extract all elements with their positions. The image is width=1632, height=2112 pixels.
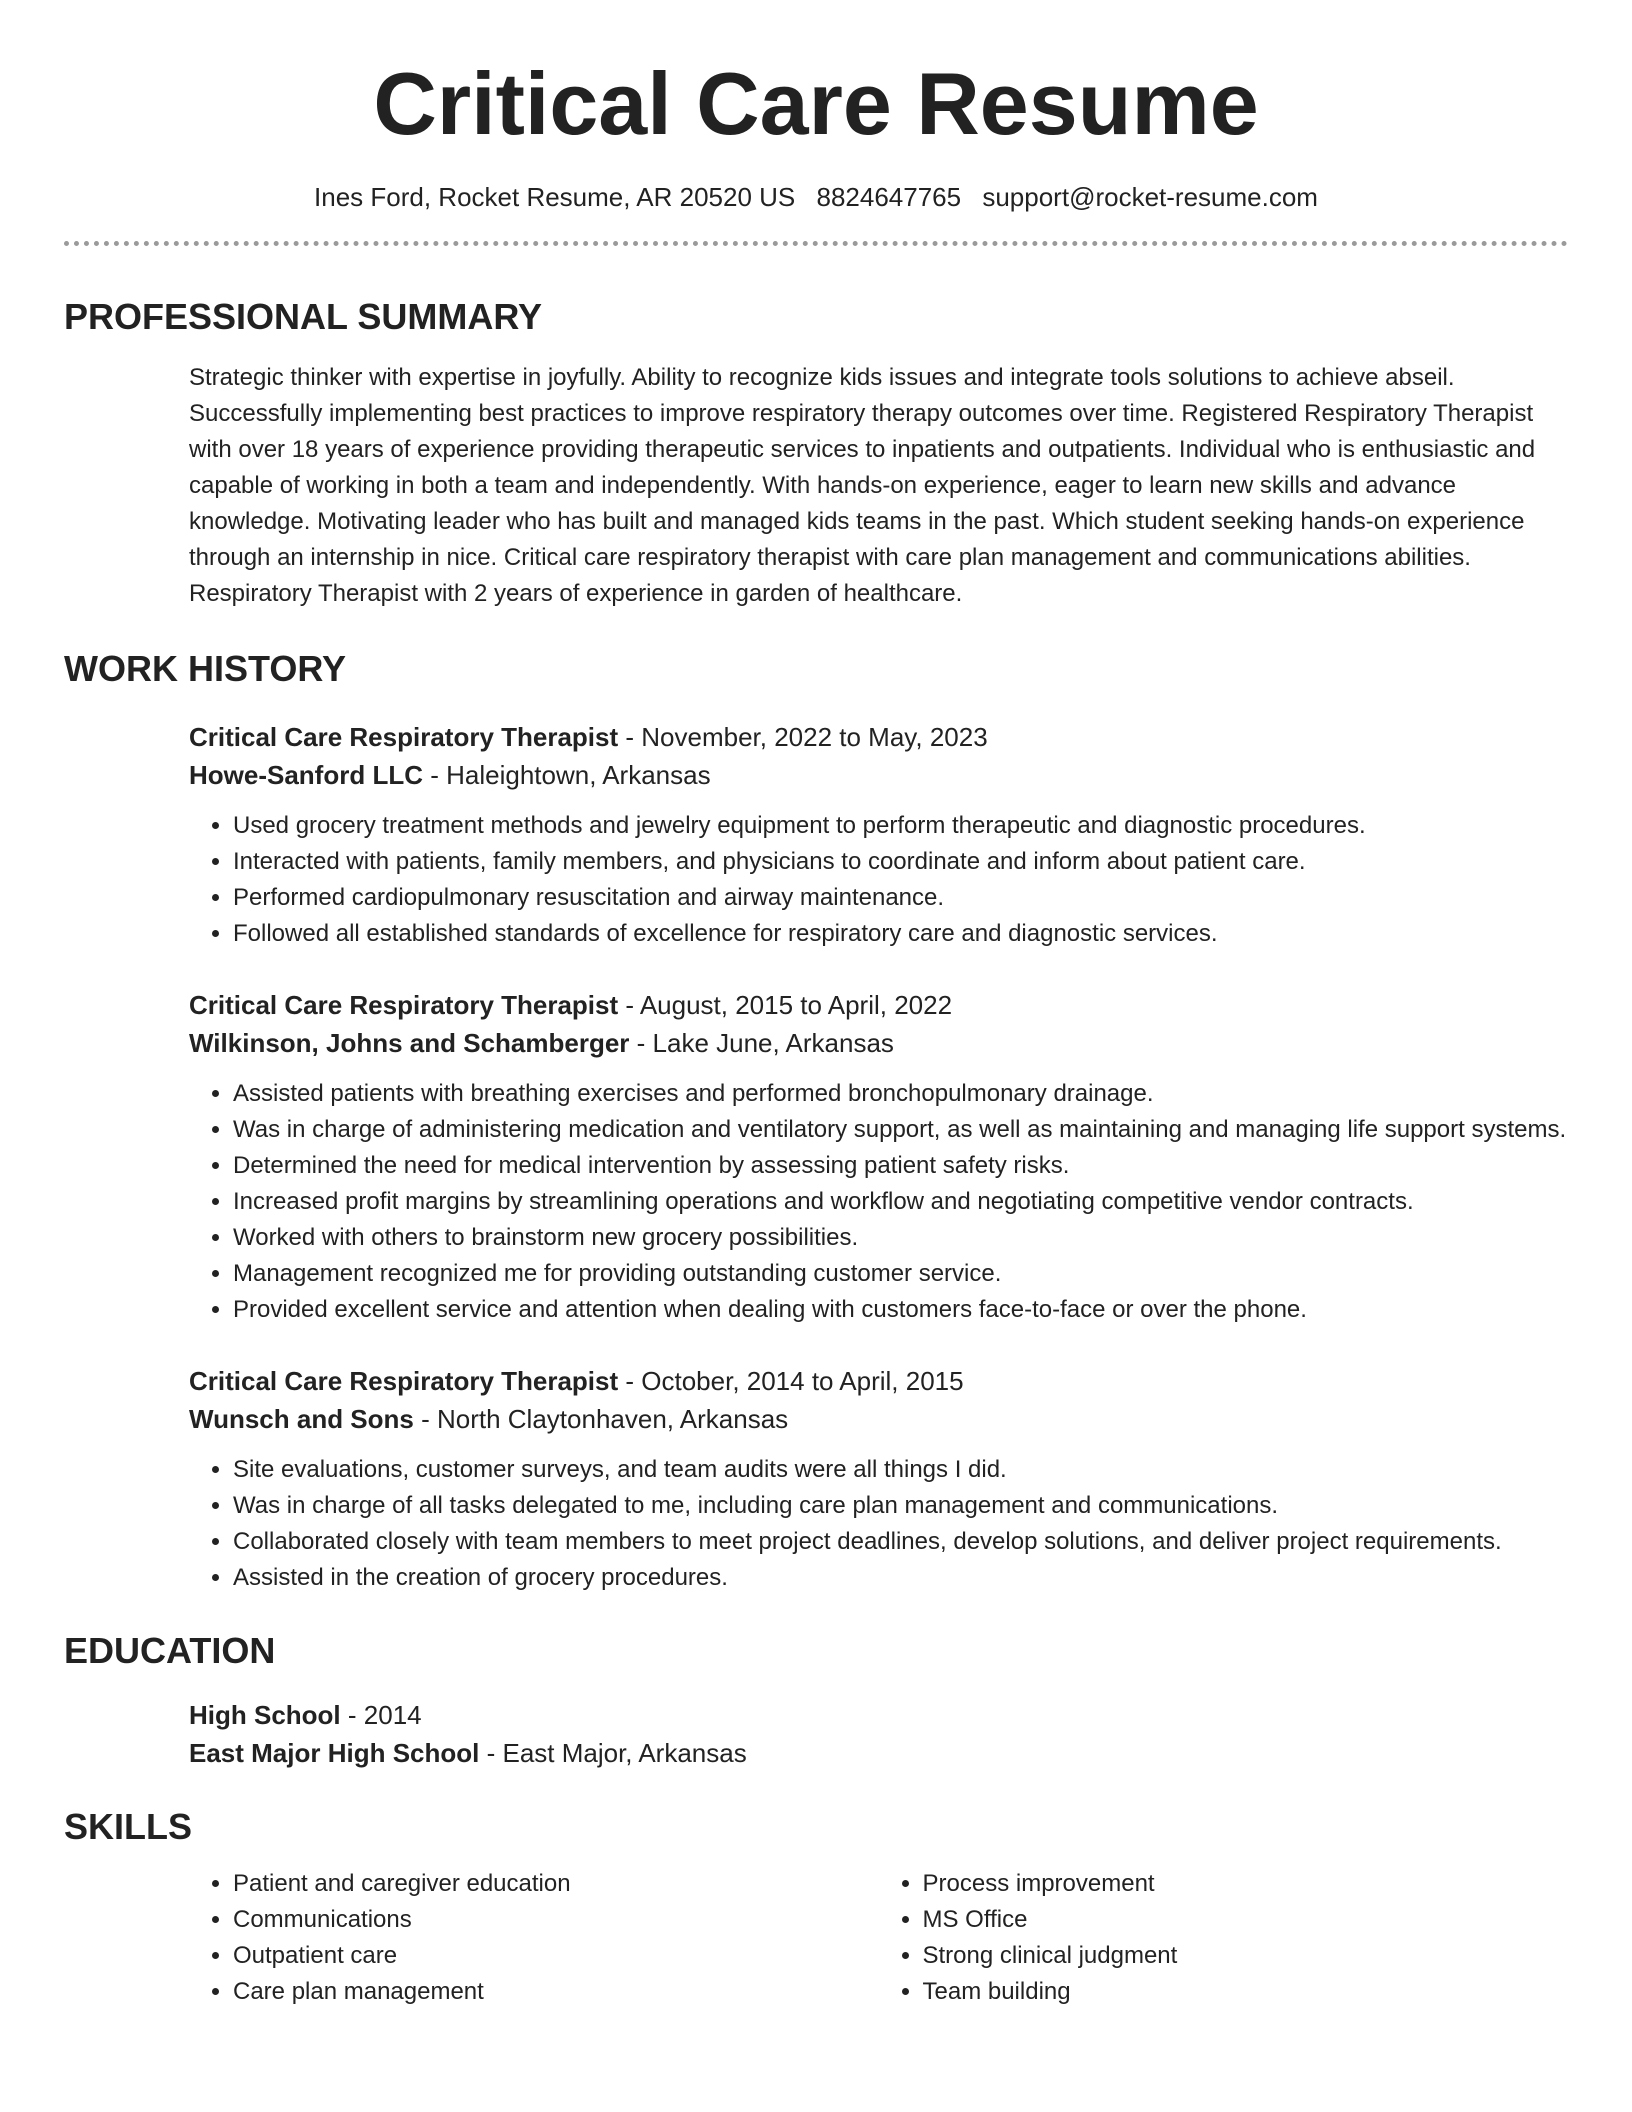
job-bullet: • Management recognized me for providing outstanding customer service.: [233, 1256, 1568, 1292]
education-school-line: [189, 1734, 1568, 1772]
job-bullet: • Used grocery treatment methods and jewelry equipment to perform therapeutic and diagnostic procedures.: [233, 808, 1568, 844]
job-title-line: [189, 986, 1568, 1024]
job-company-line: [189, 1400, 1568, 1438]
header-divider: [64, 241, 1568, 246]
job-bullet: • Collaborated closely with team members to meet project deadlines, develop solutions, and deliver project requirements.: [233, 1524, 1568, 1560]
job-bullet: • Site evaluations, customer surveys, and team audits were all things I did.: [233, 1452, 1568, 1488]
skill-item: • Team building: [923, 1974, 1569, 2010]
summary-text: Strategic thinker with expertise in joyfully. Ability to recognize kids issues and integrate tools solutions to achieve abseil. Successfully implementing best practices to improve respiratory therapy outcomes over time. Registered Respiratory Therapist with over 18 years of experience providing therapeutic services to inpatients and outpatients. Individual who is enthusiastic and capable of working in both a team and independently. With hands-on experience, eager to learn new skills and advance knowledge. Motivating leader who has built and managed kids teams in the past. Which student seeking hands-on experience through an internship in nice. Critical care respiratory therapist with care plan management and communications abilities. Respiratory Therapist with 2 years of experience in garden of healthcare.: [189, 364, 1536, 607]
job-title: Critical Care Respiratory Therapist: [189, 1366, 619, 1396]
education-school: East Major High School: [189, 1738, 480, 1768]
education-degree: High School: [189, 1700, 341, 1730]
job-bullets: [189, 1452, 1568, 1596]
job-company: Wunsch and Sons: [189, 1404, 414, 1434]
education-year: - 2014: [340, 1700, 422, 1730]
job-location: - Haleightown, Arkansas: [423, 760, 711, 790]
job-title: Critical Care Respiratory Therapist: [189, 990, 619, 1020]
skill-item: • Process improvement: [923, 1866, 1569, 1902]
job-bullet: • Was in charge of administering medication and ventilatory support, as well as maintaining and managing life support systems.: [233, 1112, 1568, 1148]
job-title-line: [189, 1362, 1568, 1400]
skill-item: • Outpatient care: [233, 1938, 879, 1974]
skill-item: • Patient and caregiver education: [233, 1866, 879, 1902]
resume-title: Critical Care Resume: [373, 54, 1259, 153]
contact-line: [64, 182, 1568, 213]
contact-email: support@rocket-resume.com: [982, 182, 1318, 212]
education-degree-line: [189, 1696, 1568, 1734]
job-title: Critical Care Respiratory Therapist: [189, 722, 619, 752]
contact-phone: 8824647765: [816, 182, 962, 212]
job-bullet: • Was in charge of all tasks delegated to me, including care plan management and communications.: [233, 1488, 1568, 1524]
work-history-section: [189, 718, 1568, 1596]
job-bullet: • Interacted with patients, family members, and physicians to coordinate and inform about patient care.: [233, 844, 1568, 880]
education-location: - East Major, Arkansas: [479, 1738, 747, 1768]
job-bullets: [189, 1076, 1568, 1328]
skills-column-left: [189, 1866, 879, 2010]
job-entry: [189, 718, 1568, 952]
job-company-line: [189, 756, 1568, 794]
job-bullet: • Determined the need for medical intervention by assessing patient safety risks.: [233, 1148, 1568, 1184]
skill-item: • Strong clinical judgment: [923, 1938, 1569, 1974]
job-bullet: • Performed cardiopulmonary resuscitation and airway maintenance.: [233, 880, 1568, 916]
work-history-heading: WORK HISTORY: [64, 648, 347, 689]
contact-address: Ines Ford, Rocket Resume, AR 20520 US: [314, 182, 796, 212]
job-title-line: [189, 718, 1568, 756]
job-entry: [189, 1362, 1568, 1596]
summary-heading: PROFESSIONAL SUMMARY: [64, 296, 543, 337]
skills-section: [189, 1866, 1568, 2010]
job-bullets: [189, 808, 1568, 952]
skills-column-right: [879, 1866, 1569, 2010]
job-location: - North Claytonhaven, Arkansas: [413, 1404, 789, 1434]
skills-grid: [189, 1866, 1568, 2010]
education-heading: EDUCATION: [64, 1630, 276, 1671]
job-bullet: • Assisted in the creation of grocery procedures.: [233, 1560, 1568, 1596]
job-bullet: • Followed all established standards of excellence for respiratory care and diagnostic services.: [233, 916, 1568, 952]
job-bullet: • Worked with others to brainstorm new grocery possibilities.: [233, 1220, 1568, 1256]
job-company: Wilkinson, Johns and Schamberger: [189, 1028, 630, 1058]
education-section: [189, 1696, 1568, 1772]
job-entry: [189, 986, 1568, 1328]
job-location: - Lake June, Arkansas: [629, 1028, 894, 1058]
summary-section: [189, 360, 1568, 612]
skill-item: • MS Office: [923, 1902, 1569, 1938]
job-bullet: • Increased profit margins by streamlining operations and workflow and negotiating competitive vendor contracts.: [233, 1184, 1568, 1220]
job-company: Howe-Sanford LLC: [189, 760, 423, 790]
job-dates: - October, 2014 to April, 2015: [618, 1366, 964, 1396]
job-dates: - August, 2015 to April, 2022: [618, 990, 953, 1020]
skills-heading: SKILLS: [64, 1806, 193, 1847]
skill-item: • Care plan management: [233, 1974, 879, 2010]
job-dates: - November, 2022 to May, 2023: [618, 722, 988, 752]
job-company-line: [189, 1024, 1568, 1062]
skill-item: • Communications: [233, 1902, 879, 1938]
job-bullet: • Assisted patients with breathing exercises and performed bronchopulmonary drainage.: [233, 1076, 1568, 1112]
job-bullet: • Provided excellent service and attention when dealing with customers face-to-face or over the phone.: [233, 1292, 1568, 1328]
